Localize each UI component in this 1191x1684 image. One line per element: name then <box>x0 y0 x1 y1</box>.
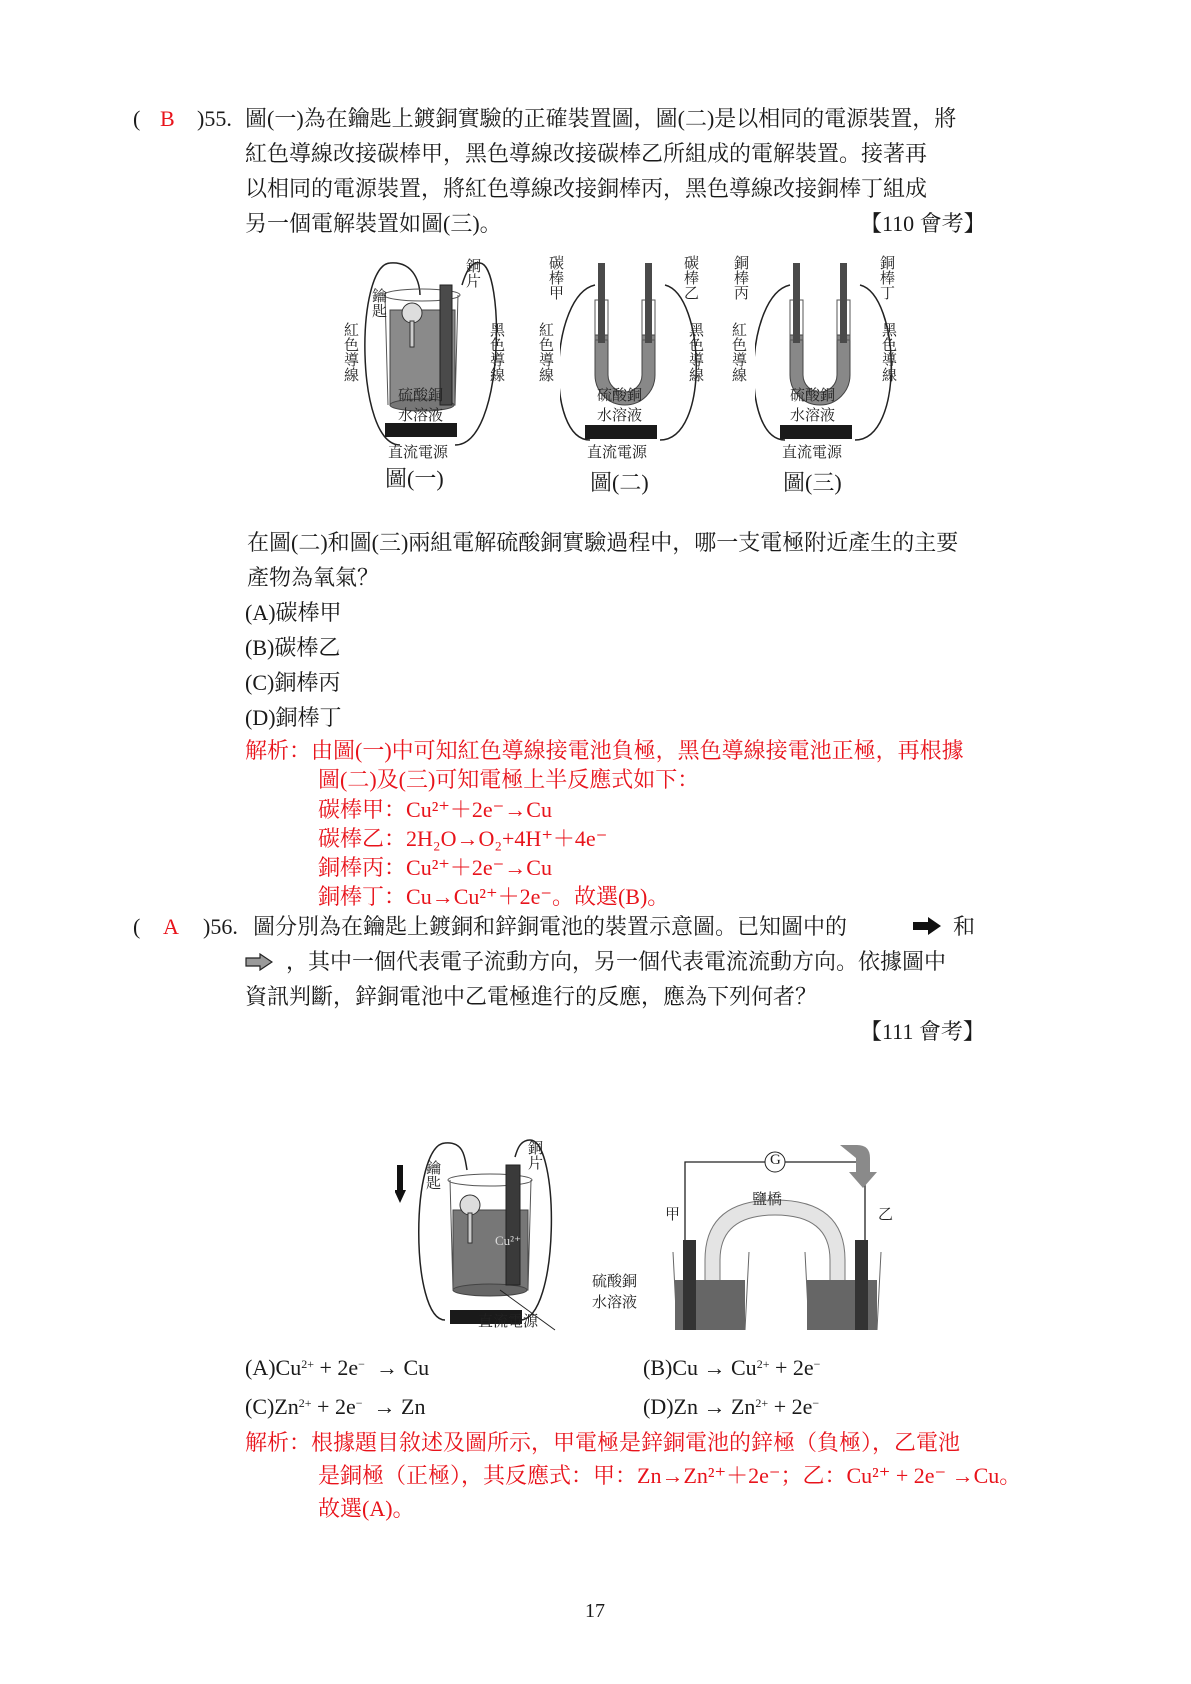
fig4-key-label: 鑰匙 <box>424 1160 440 1190</box>
electrode-label: 銅棒丙： <box>318 855 407 880</box>
answer-55: B <box>160 106 175 131</box>
black-arrow-icon <box>912 917 942 935</box>
q55-option-b: (B)碳棒乙 <box>245 635 341 660</box>
fig3-diagram <box>755 255 895 460</box>
fig4-solution-2: 水溶液 <box>592 1295 638 1311</box>
salt-bridge-label: 鹽橋 <box>752 1192 783 1208</box>
q56-line-2: ，其中一個代表電子流動方向，另一個代表電流流動方向。依據圖中 <box>286 949 947 974</box>
gray-arrow-icon <box>245 953 273 971</box>
fig3-right-rod-label: 銅棒丁 <box>878 255 894 300</box>
fig3-solution-1: 硫酸銅 <box>790 388 836 404</box>
fig3-left-rod-label: 銅棒丙 <box>732 255 748 300</box>
fig1-copper-plate-label: 銅片 <box>464 258 480 288</box>
galvanometer-label: G <box>770 1152 781 1168</box>
fig2-caption: 圖(二) <box>590 470 649 495</box>
q56-line-1-end: 和 <box>953 914 976 939</box>
reaction-row <box>318 824 607 854</box>
q55-line-4: 另一個電解裝置如圖(三)。 <box>245 211 502 236</box>
q55-option-d: (D)銅棒丁 <box>245 705 342 730</box>
q55-option-a: (A)碳棒甲 <box>245 600 342 625</box>
fig3-solution-2: 水溶液 <box>790 408 836 424</box>
reaction-equation: Cu²⁺＋2e⁻→Cu <box>406 855 552 880</box>
fig2-black-wire-label: 黑色導線 <box>687 322 703 382</box>
fig3-power-label: 直流電源 <box>782 445 843 461</box>
fig3-caption: 圖(三) <box>783 470 842 495</box>
q55-line-1: 圖(一)為在鑰匙上鍍銅實驗的正確裝置圖，圖(二)是以相同的電源裝置，將 <box>245 106 957 131</box>
q56-explanation-label: 解析： <box>245 1430 312 1455</box>
fig2-solution-1: 硫酸銅 <box>597 388 643 404</box>
page-number: 17 <box>585 1600 605 1622</box>
q56-source: 【111 會考】 <box>860 1019 985 1044</box>
fig4-solution-1: 硫酸銅 <box>592 1274 638 1290</box>
q55-question-line-2: 產物為氧氣？ <box>247 565 380 590</box>
q55-question-line-1: 在圖(二)和圖(三)兩組電解硫酸銅實驗過程中，哪一支電極附近產生的主要 <box>247 530 959 555</box>
zinc-copper-cell-diagram <box>665 1140 905 1330</box>
fig1-solution-2: 水溶液 <box>398 408 444 424</box>
reaction-equation: Cu²⁺＋2e⁻→Cu <box>406 797 552 822</box>
q56-line-1: 圖分別為在鑰匙上鍍銅和鋅銅電池的裝置示意圖。已知圖中的 <box>253 914 848 939</box>
answer-56: A <box>163 914 179 939</box>
fig1-red-wire-label: 紅色導線 <box>342 322 358 382</box>
question-number-56: )56. <box>203 914 238 939</box>
fig1-power-label: 直流電源 <box>388 445 449 461</box>
reaction-equation: 2H₂O→O₂+4H⁺＋4e⁻ <box>406 826 608 851</box>
q56-explanation-line-1: 根據題目敘述及圖所示，甲電極是鋅銅電池的鋅極（負極），乙電池 <box>311 1430 961 1455</box>
reaction-row <box>318 853 552 883</box>
fig3-red-wire-label: 紅色導線 <box>730 322 746 382</box>
electrode-yi-label: 乙 <box>878 1207 894 1223</box>
electrode-jia-label: 甲 <box>665 1207 681 1223</box>
fig4-ion-label: Cu²⁺ <box>495 1233 521 1248</box>
answer-paren-open: ( <box>133 106 141 131</box>
reaction-row <box>318 795 552 825</box>
q55-line-2: 紅色導線改接碳棒甲，黑色導線改接碳棒乙所組成的電解裝置。接著再 <box>245 141 928 166</box>
electrode-label: 碳棒乙： <box>318 826 407 851</box>
q56-option-d: $(D)Zn \to Zn^{2+} + 2e^-$ <box>643 1394 820 1419</box>
q55-explanation-line-1: 由圖(一)中可知紅色導線接電池負極，黑色導線接電池正極，再根據 <box>311 738 964 763</box>
fig3-black-wire-label: 黑色導線 <box>880 322 896 382</box>
fig1-black-wire-label: 黑色導線 <box>488 322 504 382</box>
q56-option-b: $(B)Cu \to Cu^{2+} + 2e^-$ <box>643 1355 821 1380</box>
fig1-solution-1: 硫酸銅 <box>398 388 444 404</box>
q56-option-a: $(A)Cu^{2+} + 2e^- \to Cu$ <box>245 1355 430 1380</box>
fig4-copper-plate-label: 銅片 <box>526 1140 542 1170</box>
q56-option-c: $(C)Zn^{2+} + 2e^- \to Zn$ <box>245 1394 426 1419</box>
fig1-caption: 圖(一) <box>385 466 444 491</box>
q55-explanation-label: 解析： <box>245 738 312 763</box>
q55-explanation-line-2: 圖(二)及(三)可知電極上半反應式如下： <box>318 767 700 792</box>
fig1-key-label: 鑰匙 <box>370 288 386 318</box>
q56-line-3: 資訊判斷，鋅銅電池中乙電極進行的反應，應為下列何者？ <box>245 984 818 1009</box>
reaction-equation: Cu→Cu²⁺＋2e⁻。故選(B)。 <box>406 884 670 909</box>
fig2-right-rod-label: 碳棒乙 <box>682 255 698 300</box>
q56-explanation-line-3: 故選(A)。 <box>318 1496 415 1521</box>
electrode-label: 碳棒甲： <box>318 797 407 822</box>
reaction-row <box>318 882 669 912</box>
fig2-solution-2: 水溶液 <box>597 408 643 424</box>
fig2-power-label: 直流電源 <box>587 445 648 461</box>
fig2-left-rod-label: 碳棒甲 <box>547 255 563 300</box>
q56-explanation-line-2: 是銅極（正極），其反應式：甲：Zn→Zn²⁺＋2e⁻；乙：Cu²⁺ + 2e⁻ →Cu。 <box>318 1463 1022 1488</box>
question-number-55: )55. <box>197 106 232 131</box>
fig4-power-label: 直流電源 <box>478 1314 539 1330</box>
q55-source: 【110 會考】 <box>860 211 986 236</box>
q55-line-3: 以相同的電源裝置，將紅色導線改接銅棒丙，黑色導線改接銅棒丁組成 <box>245 176 928 201</box>
fig2-red-wire-label: 紅色導線 <box>537 322 553 382</box>
fig2-diagram <box>560 255 700 460</box>
electrode-label: 銅棒丁： <box>318 884 407 909</box>
q55-option-c: (C)銅棒丙 <box>245 670 341 695</box>
answer-paren-open: ( <box>133 914 141 939</box>
